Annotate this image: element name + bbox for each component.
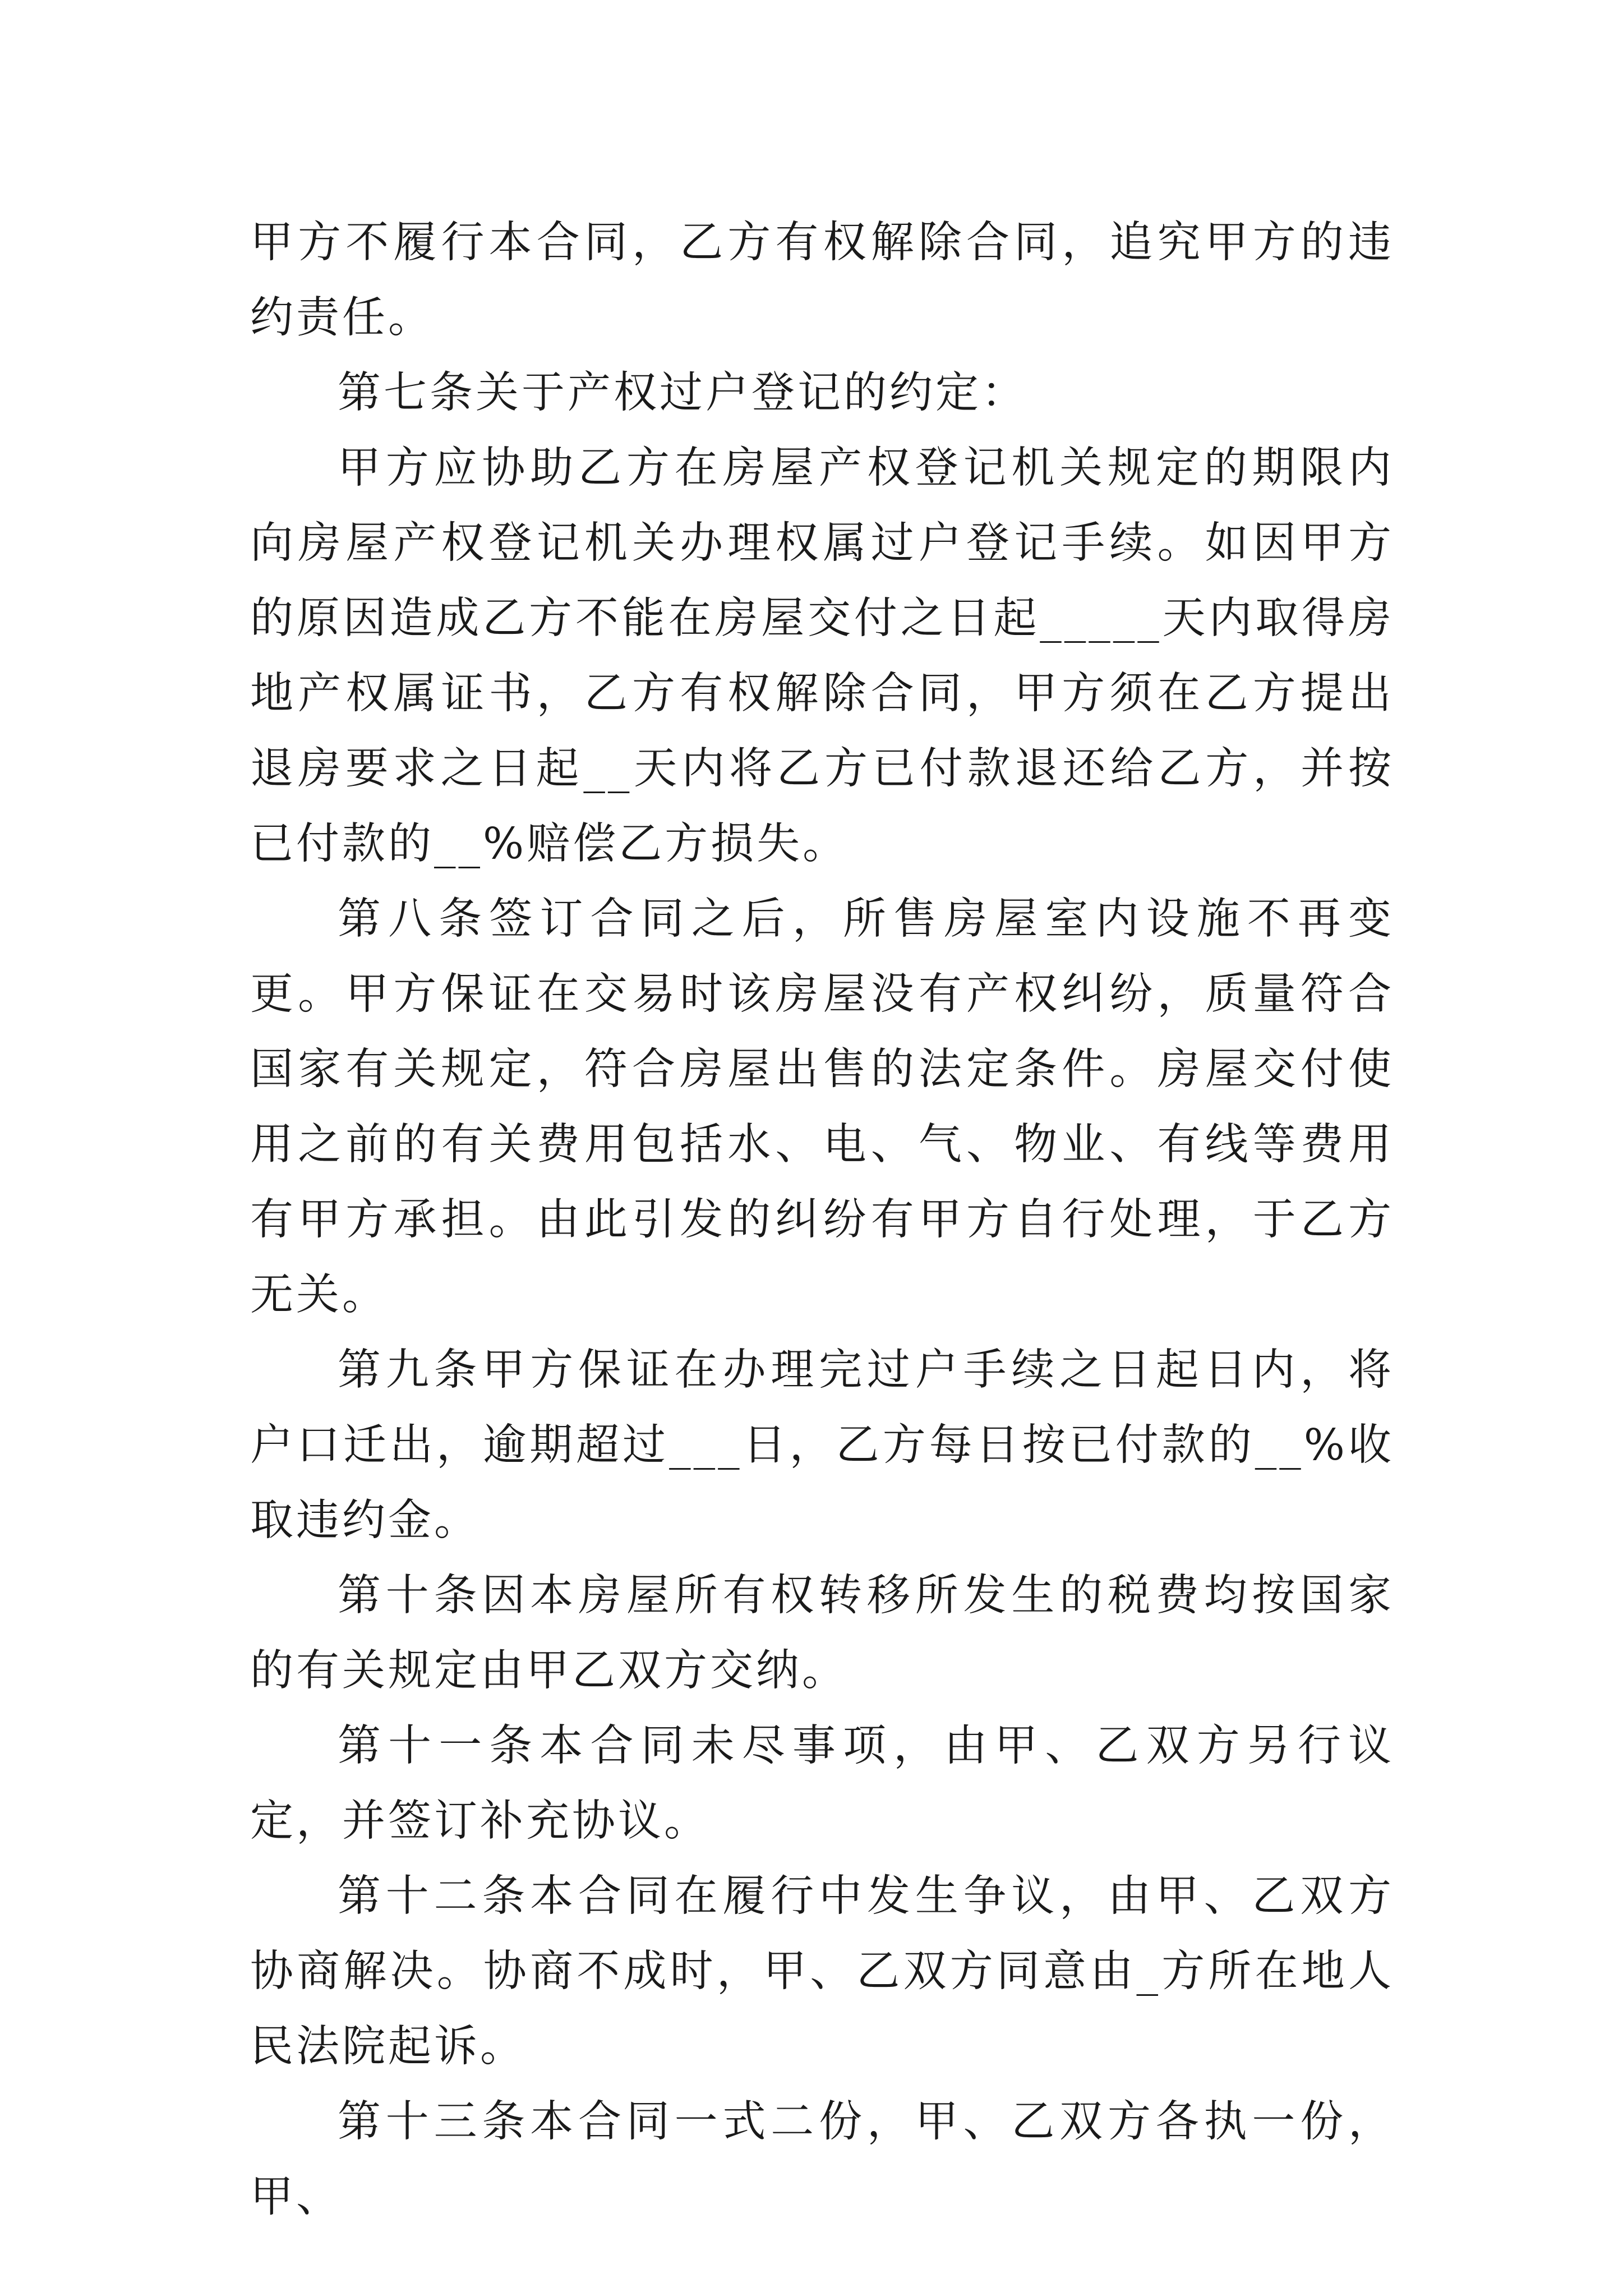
paragraph-article-7-heading: 第七条关于产权过户登记的约定： <box>338 368 1027 418</box>
paragraph-article-10: 第十条因本房屋所有权转移所发生的税费均按国家的有关规定由甲乙双方交纳。 <box>250 1571 1394 1696</box>
paragraph-breach-continuation: 甲方不履行本合同，乙方有权解除合同，追究甲方的违约责任。 <box>250 218 1394 343</box>
paragraph-article-8: 第八条签订合同之后，所售房屋室内设施不再变更。甲方保证在交易时该房屋没有产权纠纷，质量符合国家有关规定，符合房屋出售的法定条件。房屋交付使用之前的有关费用包括水、电、气、物业、有线等费用有甲方承担。由此引发的纠纷有甲方自行处理，于乙方无关。 <box>250 894 1394 1320</box>
paragraph-article-7-body: 甲方应协助乙方在房屋产权登记机关规定的期限内向房屋产权登记机关办理权属过户登记手续。如因甲方的原因造成乙方不能在房屋交付之日起_____天内取得房地产权属证书，乙方有权解除合同，甲方须在乙方提出退房要求之日起__天内将乙方已付款退还给乙方，并按已付款的__%赔偿乙方损失。 <box>250 443 1394 869</box>
paragraph-article-11: 第十一条本合同未尽事项，由甲、乙双方另行议定，并签订补充协议。 <box>250 1721 1394 1846</box>
paragraph-article-9: 第九条甲方保证在办理完过户手续之日起日内，将户口迁出，逾期超过___日，乙方每日按已付款的__%收取违约金。 <box>250 1345 1394 1545</box>
paragraph-article-13: 第十三条本合同一式二份，甲、乙双方各执一份，甲、 <box>250 2097 1394 2222</box>
contract-text <box>250 205 1394 2235</box>
paragraph-article-12: 第十二条本合同在履行中发生争议，由甲、乙双方协商解决。协商不成时，甲、乙双方同意由_方所在地人民法院起诉。 <box>250 1871 1394 2072</box>
